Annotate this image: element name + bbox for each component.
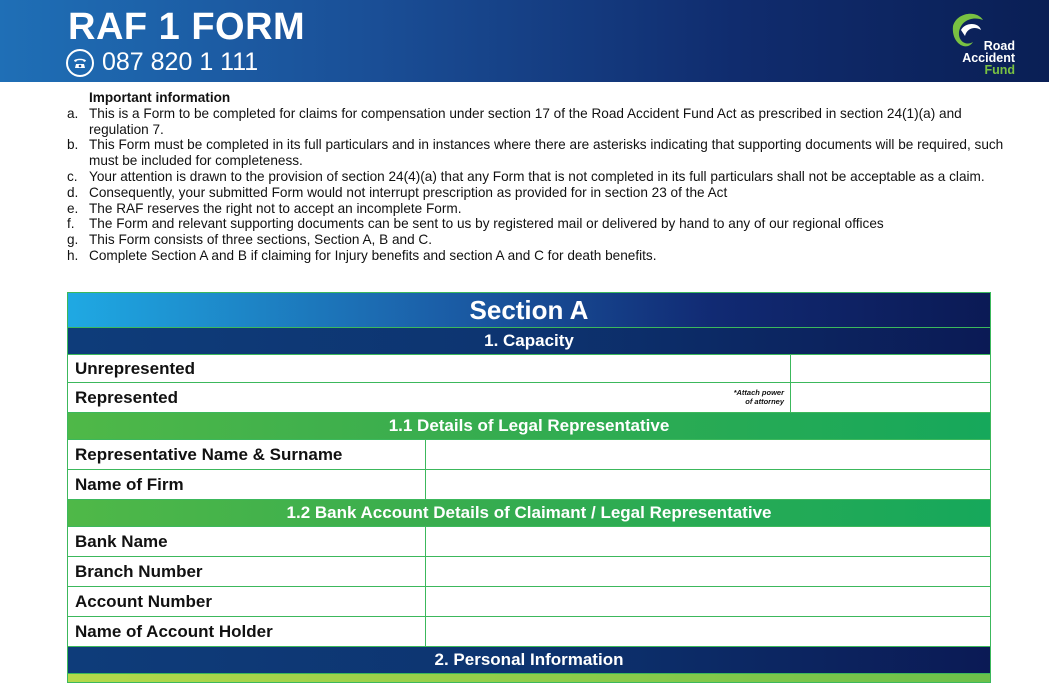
holder-label: Name of Account Holder bbox=[75, 621, 273, 641]
info-item bbox=[67, 185, 1007, 201]
logo-line-road: Road bbox=[983, 39, 1015, 53]
logo-text bbox=[962, 40, 1015, 76]
info-marker: h. bbox=[67, 247, 79, 263]
represented-row bbox=[68, 382, 990, 412]
account-label: Account Number bbox=[75, 591, 212, 611]
capacity-heading: 1. Capacity bbox=[68, 327, 990, 354]
next-band-strip bbox=[68, 673, 990, 682]
account-row bbox=[68, 586, 990, 616]
info-text: Complete Section A and B if claiming for Injury benefits and section A and C for death benefits. bbox=[89, 247, 657, 263]
logo-line-fund: Fund bbox=[984, 63, 1015, 77]
represented-label-cell bbox=[68, 383, 790, 412]
note-line: of attorney bbox=[745, 397, 784, 406]
rep-name-label: Representative Name & Surname bbox=[75, 444, 343, 464]
unrepresented-label: Unrepresented bbox=[75, 358, 195, 378]
phone-text: 087 820 1 111 bbox=[102, 48, 259, 76]
info-item bbox=[67, 169, 1007, 185]
unrepresented-checkbox[interactable] bbox=[790, 355, 990, 382]
branch-row bbox=[68, 556, 990, 586]
rep-name-row bbox=[68, 439, 990, 469]
bank-heading: 1.2 Bank Account Details of Claimant / Legal Representative bbox=[68, 499, 990, 526]
info-item bbox=[67, 216, 1007, 232]
holder-row bbox=[68, 616, 990, 646]
info-text: This Form must be completed in its full particulars and in instances where there are asterisks indicating that supporting documents will be required, such must be included for completeness. bbox=[89, 137, 1004, 169]
firm-row bbox=[68, 469, 990, 499]
phone-icon bbox=[66, 49, 94, 77]
unrepresented-row bbox=[68, 354, 990, 382]
note-line: *Attach power bbox=[733, 388, 784, 397]
info-item bbox=[67, 137, 1007, 169]
info-heading: Important information bbox=[89, 90, 231, 105]
branch-label: Branch Number bbox=[75, 561, 203, 581]
logo-line-accident: Accident bbox=[962, 51, 1015, 65]
info-text: The RAF reserves the right not to accept an incomplete Form. bbox=[89, 200, 462, 216]
info-text: This is a Form to be completed for claims for compensation under section 17 of the Road Accident Fund Act as prescribed in section 24(1)(a) and regulation 7. bbox=[89, 105, 962, 137]
bank-name-field[interactable] bbox=[425, 527, 990, 556]
info-marker: a. bbox=[67, 105, 79, 121]
firm-field[interactable] bbox=[425, 470, 990, 499]
info-item bbox=[67, 106, 1007, 138]
section-a-title: Section A bbox=[68, 293, 990, 327]
represented-label: Represented bbox=[75, 387, 178, 407]
form-title: RAF 1 FORM bbox=[68, 6, 306, 48]
info-text: Your attention is drawn to the provision of section 24(4)(a) that any Form that is not completed in its full particulars shall not be acceptable as a claim. bbox=[89, 168, 985, 184]
info-marker: c. bbox=[67, 168, 78, 184]
info-text: This Form consists of three sections, Section A, B and C. bbox=[89, 232, 433, 248]
legal-rep-heading: 1.1 Details of Legal Representative bbox=[68, 412, 990, 439]
info-marker: g. bbox=[67, 232, 79, 248]
bank-name-label: Bank Name bbox=[75, 531, 168, 551]
info-marker: b. bbox=[67, 137, 79, 153]
info-text: Consequently, your submitted Form would not interrupt prescription as provided for in section 23 of the Act bbox=[89, 184, 728, 200]
personal-info-heading: 2. Personal Information bbox=[68, 646, 990, 673]
bank-name-row bbox=[68, 526, 990, 556]
firm-label: Name of Firm bbox=[75, 474, 184, 494]
represented-checkbox[interactable] bbox=[790, 383, 990, 412]
info-text: The Form and relevant supporting documents can be sent to us by registered mail or delivered by hand to any of our regional offices bbox=[89, 216, 884, 232]
important-information bbox=[67, 90, 1007, 264]
info-marker: f. bbox=[67, 216, 75, 232]
info-marker: e. bbox=[67, 200, 79, 216]
account-field[interactable] bbox=[425, 587, 990, 616]
page-header bbox=[0, 0, 1049, 82]
info-marker: d. bbox=[67, 184, 79, 200]
info-item bbox=[67, 248, 1007, 264]
power-of-attorney-note bbox=[734, 388, 784, 406]
rep-name-field[interactable] bbox=[425, 440, 990, 469]
branch-field[interactable] bbox=[425, 557, 990, 586]
info-list bbox=[67, 106, 1007, 264]
holder-field[interactable] bbox=[425, 617, 990, 646]
info-item bbox=[67, 232, 1007, 248]
phone-number[interactable] bbox=[66, 48, 258, 77]
section-a-form bbox=[67, 292, 991, 683]
info-item bbox=[67, 201, 1007, 217]
